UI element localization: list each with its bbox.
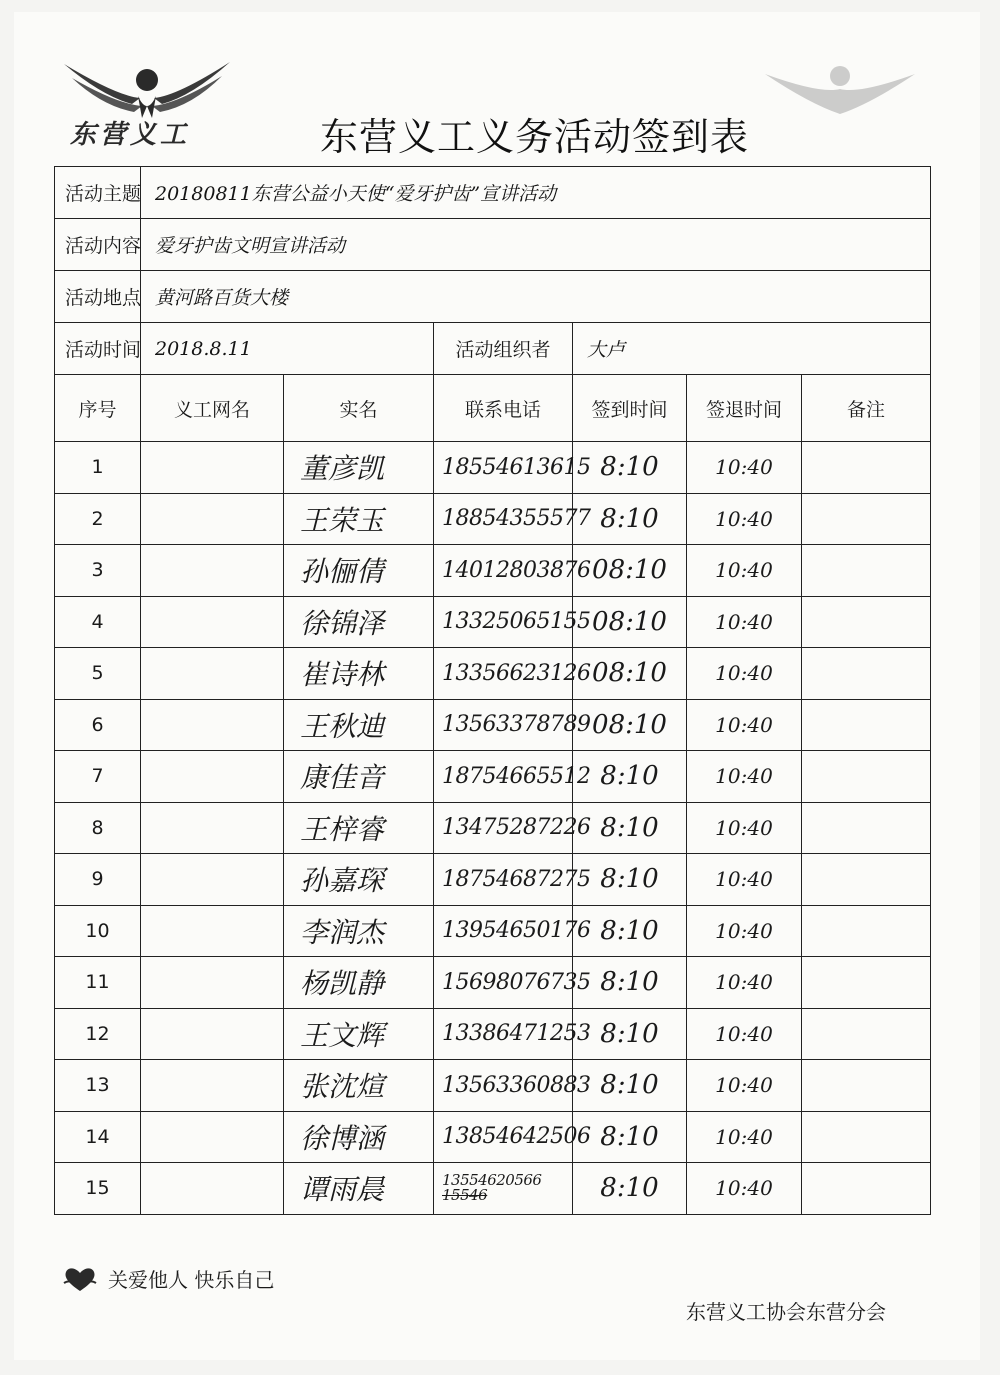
col-header-note: 备注: [802, 375, 931, 442]
row-signin: 8:10: [573, 1008, 687, 1060]
ghost-logo-icon: [760, 54, 920, 124]
row-signin: 08:10: [573, 648, 687, 700]
row-nickname: [141, 802, 284, 854]
sign-in-table: [54, 166, 931, 1215]
row-signin: 8:10: [573, 1060, 687, 1112]
logo-text: 东营义工: [70, 120, 191, 150]
col-header-signout: 签退时间: [687, 375, 802, 442]
table-row: [55, 1008, 931, 1060]
table-row: [55, 545, 931, 597]
row-name: 李润杰: [284, 905, 434, 957]
row-no: 5: [55, 648, 141, 700]
row-name: 崔诗林: [284, 648, 434, 700]
row-no: 3: [55, 545, 141, 597]
row-nickname: [141, 648, 284, 700]
row-no: 12: [55, 1008, 141, 1060]
heart-hands-icon: [62, 1265, 98, 1293]
organizer-value: 大卢: [573, 323, 931, 375]
row-note: [802, 802, 931, 854]
row-note: [802, 1008, 931, 1060]
table-row: [55, 596, 931, 648]
row-name: 王秋迪: [284, 699, 434, 751]
row-signout: 10:40: [687, 1060, 802, 1112]
row-name: 王文辉: [284, 1008, 434, 1060]
place-value: 黄河路百货大楼: [141, 271, 931, 323]
row-phone: 18554613615: [434, 442, 573, 494]
row-phone: 13325065155: [434, 596, 573, 648]
row-signin: 08:10: [573, 699, 687, 751]
row-phone: 13475287226: [434, 802, 573, 854]
table-header-row: [55, 375, 931, 442]
row-name: 王梓睿: [284, 802, 434, 854]
row-nickname: [141, 493, 284, 545]
row-note: [802, 957, 931, 1009]
place-row: [55, 271, 931, 323]
row-phone: 18754665512: [434, 751, 573, 803]
theme-value: 20180811东营公益小天使“爱牙护齿”宣讲活动: [141, 167, 931, 219]
row-phone: 13563360883: [434, 1060, 573, 1112]
row-signout: 10:40: [687, 905, 802, 957]
row-nickname: [141, 751, 284, 803]
row-phone: 13356623126: [434, 648, 573, 700]
row-no: 1: [55, 442, 141, 494]
row-signout: 10:40: [687, 545, 802, 597]
place-label: 活动地点: [55, 271, 141, 323]
row-no: 4: [55, 596, 141, 648]
table-row: [55, 854, 931, 906]
row-no: 15: [55, 1163, 141, 1215]
row-no: 7: [55, 751, 141, 803]
row-note: [802, 854, 931, 906]
row-no: 14: [55, 1111, 141, 1163]
row-nickname: [141, 905, 284, 957]
row-phone: 13386471253: [434, 1008, 573, 1060]
col-header-nickname: 义工网名: [141, 375, 284, 442]
row-note: [802, 648, 931, 700]
row-name: 谭雨晨: [284, 1163, 434, 1215]
row-nickname: [141, 1163, 284, 1215]
row-nickname: [141, 854, 284, 906]
row-name: 孙嘉琛: [284, 854, 434, 906]
row-note: [802, 1111, 931, 1163]
row-no: 10: [55, 905, 141, 957]
row-signin: 8:10: [573, 493, 687, 545]
row-signout: 10:40: [687, 1008, 802, 1060]
row-signout: 10:40: [687, 957, 802, 1009]
row-signin: 8:10: [573, 751, 687, 803]
col-header-realname: 实名: [284, 375, 434, 442]
row-nickname: [141, 1060, 284, 1112]
row-signin: 8:10: [573, 442, 687, 494]
footer-org: 东营义工协会东营分会: [686, 1300, 886, 1324]
row-phone: [434, 1163, 573, 1215]
row-no: 2: [55, 493, 141, 545]
row-signin: 08:10: [573, 596, 687, 648]
table-row: [55, 1060, 931, 1112]
row-signout: 10:40: [687, 493, 802, 545]
table-row: [55, 905, 931, 957]
table-row: [55, 442, 931, 494]
table-row: [55, 1111, 931, 1163]
row-note: [802, 545, 931, 597]
row-signout: 10:40: [687, 751, 802, 803]
row-name: 杨凯静: [284, 957, 434, 1009]
row-phone: 18854355577: [434, 493, 573, 545]
row-phone-struck: 15546: [442, 1186, 488, 1205]
time-label: 活动时间: [55, 323, 141, 375]
row-signin: 08:10: [573, 545, 687, 597]
row-nickname: [141, 545, 284, 597]
row-phone: 14012803876: [434, 545, 573, 597]
row-signout: 10:40: [687, 1163, 802, 1215]
row-name: 康佳音: [284, 751, 434, 803]
row-name: 王荣玉: [284, 493, 434, 545]
row-signout: 10:40: [687, 596, 802, 648]
row-signin: 8:10: [573, 802, 687, 854]
row-signin: 8:10: [573, 957, 687, 1009]
row-phone: 13563378789: [434, 699, 573, 751]
row-signout: 10:40: [687, 854, 802, 906]
row-phone-corrected: 13554620566: [442, 1170, 542, 1189]
row-phone: 13854642506: [434, 1111, 573, 1163]
theme-row: [55, 167, 931, 219]
row-note: [802, 493, 931, 545]
row-signout: 10:40: [687, 699, 802, 751]
row-signin: 8:10: [573, 1163, 687, 1215]
table-row: [55, 751, 931, 803]
row-signin: 8:10: [573, 1111, 687, 1163]
footer-slogan-text: 关爱他人 快乐自己: [108, 1268, 275, 1292]
row-note: [802, 905, 931, 957]
row-name: 张沈煊: [284, 1060, 434, 1112]
row-name: 徐博涵: [284, 1111, 434, 1163]
content-row: [55, 219, 931, 271]
row-note: [802, 699, 931, 751]
row-phone: 15698076735: [434, 957, 573, 1009]
organizer-label: 活动组织者: [434, 323, 573, 375]
row-name: 孙俪倩: [284, 545, 434, 597]
row-no: 9: [55, 854, 141, 906]
row-signin: 8:10: [573, 905, 687, 957]
table-row: [55, 648, 931, 700]
col-header-signin: 签到时间: [573, 375, 687, 442]
table-row: [55, 802, 931, 854]
row-note: [802, 1060, 931, 1112]
time-value: 2018.8.11: [141, 323, 434, 375]
table-row: [55, 493, 931, 545]
row-phone: 18754687275: [434, 854, 573, 906]
row-note: [802, 751, 931, 803]
time-row: [55, 323, 931, 375]
theme-label: 活动主题: [55, 167, 141, 219]
row-no: 8: [55, 802, 141, 854]
col-header-phone: 联系电话: [434, 375, 573, 442]
row-note: [802, 596, 931, 648]
row-nickname: [141, 1008, 284, 1060]
row-no: 13: [55, 1060, 141, 1112]
footer-slogan: [62, 1264, 274, 1293]
row-signout: 10:40: [687, 1111, 802, 1163]
row-phone: 13954650176: [434, 905, 573, 957]
row-note: [802, 1163, 931, 1215]
row-note: [802, 442, 931, 494]
table-row: [55, 957, 931, 1009]
row-name: 董彦凯: [284, 442, 434, 494]
row-nickname: [141, 1111, 284, 1163]
row-signout: 10:40: [687, 802, 802, 854]
row-nickname: [141, 699, 284, 751]
content-value: 爱牙护齿文明宣讲活动: [141, 219, 931, 271]
table-row: [55, 1163, 931, 1215]
page-title: 东营义工义务活动签到表: [320, 115, 750, 159]
row-nickname: [141, 442, 284, 494]
table-row: [55, 699, 931, 751]
col-header-no: 序号: [55, 375, 141, 442]
row-signout: 10:40: [687, 442, 802, 494]
row-signin: 8:10: [573, 854, 687, 906]
row-signout: 10:40: [687, 648, 802, 700]
row-no: 11: [55, 957, 141, 1009]
row-nickname: [141, 957, 284, 1009]
content-label: 活动内容: [55, 219, 141, 271]
row-name: 徐锦泽: [284, 596, 434, 648]
row-no: 6: [55, 699, 141, 751]
row-nickname: [141, 596, 284, 648]
